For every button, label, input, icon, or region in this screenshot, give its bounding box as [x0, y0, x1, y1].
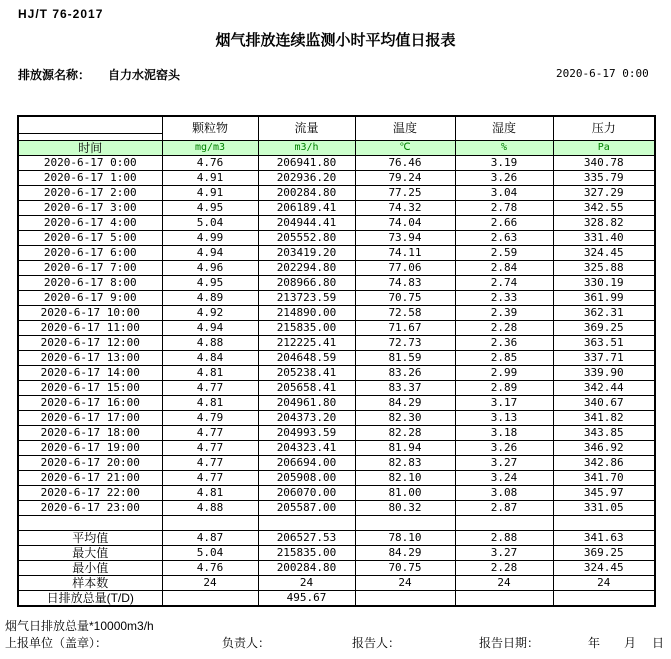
row-value: 4.77 [162, 425, 258, 440]
table-row [18, 350, 655, 365]
pollutant-header-row [18, 116, 655, 140]
monitoring-data-table [17, 115, 656, 607]
summary-value: 24 [162, 575, 258, 590]
row-value: 2.85 [455, 350, 553, 365]
row-value: 327.29 [553, 185, 655, 200]
row-value: 4.77 [162, 440, 258, 455]
row-value: 82.28 [355, 425, 455, 440]
row-value: 200284.80 [258, 185, 355, 200]
row-value: 214890.00 [258, 305, 355, 320]
row-value: 4.91 [162, 170, 258, 185]
row-value: 340.78 [553, 155, 655, 170]
row-time: 2020-6-17 23:00 [18, 500, 162, 515]
row-time: 2020-6-17 1:00 [18, 170, 162, 185]
row-time: 2020-6-17 5:00 [18, 230, 162, 245]
row-value: 77.06 [355, 260, 455, 275]
row-value: 204944.41 [258, 215, 355, 230]
row-time: 2020-6-17 6:00 [18, 245, 162, 260]
row-value: 74.04 [355, 215, 455, 230]
row-value: 203419.20 [258, 245, 355, 260]
row-value: 79.24 [355, 170, 455, 185]
table-row [18, 290, 655, 305]
row-value: 73.94 [355, 230, 455, 245]
row-value: 3.19 [455, 155, 553, 170]
unit-particulate: mg/m3 [162, 140, 258, 155]
row-value: 213723.59 [258, 290, 355, 305]
row-value: 2.99 [455, 365, 553, 380]
row-time: 2020-6-17 9:00 [18, 290, 162, 305]
spacer-cell [455, 515, 553, 530]
row-value: 74.83 [355, 275, 455, 290]
row-time: 2020-6-17 20:00 [18, 455, 162, 470]
row-value: 345.97 [553, 485, 655, 500]
row-value: 3.26 [455, 440, 553, 455]
summary-value: 4.87 [162, 530, 258, 545]
report-date-label: 报告日期： [479, 636, 540, 650]
unit-flow: m3/h [258, 140, 355, 155]
row-time: 2020-6-17 22:00 [18, 485, 162, 500]
row-value: 4.94 [162, 245, 258, 260]
row-value: 205238.41 [258, 365, 355, 380]
row-value: 3.17 [455, 395, 553, 410]
table-row [18, 230, 655, 245]
row-value: 215835.00 [258, 320, 355, 335]
summary-value: 5.04 [162, 545, 258, 560]
summary-value: 206527.53 [258, 530, 355, 545]
row-value: 3.24 [455, 470, 553, 485]
summary-value [553, 590, 655, 606]
row-time: 2020-6-17 10:00 [18, 305, 162, 320]
spacer-cell [553, 515, 655, 530]
row-time: 2020-6-17 18:00 [18, 425, 162, 440]
row-value: 82.83 [355, 455, 455, 470]
row-value: 72.58 [355, 305, 455, 320]
row-value: 3.13 [455, 410, 553, 425]
row-value: 4.91 [162, 185, 258, 200]
row-time: 2020-6-17 8:00 [18, 275, 162, 290]
table-row [18, 215, 655, 230]
column-header-temperature: 温度 [355, 116, 455, 140]
summary-value: 24 [455, 575, 553, 590]
row-value: 206694.00 [258, 455, 355, 470]
column-header-particulate: 颗粒物 [162, 116, 258, 140]
row-value: 4.92 [162, 305, 258, 320]
summary-value: 70.75 [355, 560, 455, 575]
row-value: 206070.00 [258, 485, 355, 500]
table-row [18, 395, 655, 410]
row-value: 4.94 [162, 320, 258, 335]
row-value: 335.79 [553, 170, 655, 185]
row-value: 4.88 [162, 500, 258, 515]
row-value: 328.82 [553, 215, 655, 230]
row-value: 212225.41 [258, 335, 355, 350]
row-value: 83.26 [355, 365, 455, 380]
row-value: 2.59 [455, 245, 553, 260]
summary-row [18, 545, 655, 560]
row-value: 3.26 [455, 170, 553, 185]
table-row [18, 170, 655, 185]
row-value: 74.32 [355, 200, 455, 215]
summary-value: 4.76 [162, 560, 258, 575]
row-value: 205908.00 [258, 470, 355, 485]
row-value: 331.05 [553, 500, 655, 515]
row-value: 80.32 [355, 500, 455, 515]
table-row [18, 200, 655, 215]
row-value: 4.95 [162, 275, 258, 290]
table-row [18, 470, 655, 485]
row-value: 4.77 [162, 380, 258, 395]
row-value: 206189.41 [258, 200, 355, 215]
row-value: 339.90 [553, 365, 655, 380]
row-time: 2020-6-17 16:00 [18, 395, 162, 410]
row-value: 204993.59 [258, 425, 355, 440]
row-value: 84.29 [355, 395, 455, 410]
row-value: 3.08 [455, 485, 553, 500]
row-value: 204961.80 [258, 395, 355, 410]
summary-value: 84.29 [355, 545, 455, 560]
row-value: 204373.20 [258, 410, 355, 425]
row-time: 2020-6-17 0:00 [18, 155, 162, 170]
summary-value [455, 590, 553, 606]
row-time: 2020-6-17 7:00 [18, 260, 162, 275]
page-title: 烟气排放连续监测小时平均值日报表 [215, 32, 456, 49]
row-value: 340.67 [553, 395, 655, 410]
spacer-row [18, 515, 655, 530]
summary-value: 200284.80 [258, 560, 355, 575]
reporter-label: 报告人： [352, 636, 401, 650]
summary-value: 24 [258, 575, 355, 590]
row-value: 2.89 [455, 380, 553, 395]
row-value: 83.37 [355, 380, 455, 395]
summary-value: 24 [553, 575, 655, 590]
row-value: 72.73 [355, 335, 455, 350]
year-label: 年 [588, 636, 601, 650]
row-value: 204323.41 [258, 440, 355, 455]
row-value: 205658.41 [258, 380, 355, 395]
row-value: 70.75 [355, 290, 455, 305]
row-time: 2020-6-17 3:00 [18, 200, 162, 215]
row-value: 82.30 [355, 410, 455, 425]
row-value: 343.85 [553, 425, 655, 440]
row-value: 205552.80 [258, 230, 355, 245]
emission-source-label: 排放源名称： [18, 68, 91, 82]
spacer-cell [162, 515, 258, 530]
flow-unit-footnote: 烟气日排放总量*10000m3/h [5, 619, 154, 633]
table-row [18, 455, 655, 470]
row-time: 2020-6-17 4:00 [18, 215, 162, 230]
row-value: 5.04 [162, 215, 258, 230]
summary-value: 369.25 [553, 545, 655, 560]
row-value: 4.76 [162, 155, 258, 170]
summary-value [162, 590, 258, 606]
row-value: 361.99 [553, 290, 655, 305]
spacer-cell [258, 515, 355, 530]
row-time: 2020-6-17 17:00 [18, 410, 162, 425]
row-value: 76.46 [355, 155, 455, 170]
row-value: 346.92 [553, 440, 655, 455]
day-label: 日 [652, 636, 665, 650]
row-value: 2.78 [455, 200, 553, 215]
table-row [18, 410, 655, 425]
summary-value: 2.28 [455, 560, 553, 575]
row-value: 341.70 [553, 470, 655, 485]
row-time: 2020-6-17 14:00 [18, 365, 162, 380]
summary-value: 495.67 [258, 590, 355, 606]
row-value: 363.51 [553, 335, 655, 350]
row-value: 204648.59 [258, 350, 355, 365]
row-value: 4.81 [162, 485, 258, 500]
row-time: 2020-6-17 21:00 [18, 470, 162, 485]
reporting-unit-seal-label: 上报单位（盖章）： [5, 636, 108, 650]
row-time: 2020-6-17 2:00 [18, 185, 162, 200]
row-value: 77.25 [355, 185, 455, 200]
row-value: 71.67 [355, 320, 455, 335]
column-header-flow: 流量 [258, 116, 355, 140]
row-value: 369.25 [553, 320, 655, 335]
summary-value: 215835.00 [258, 545, 355, 560]
table-row [18, 500, 655, 515]
column-header-pressure: 压力 [553, 116, 655, 140]
summary-value: 3.27 [455, 545, 553, 560]
row-value: 342.44 [553, 380, 655, 395]
row-value: 2.36 [455, 335, 553, 350]
column-header-humidity: 湿度 [455, 116, 553, 140]
row-value: 330.19 [553, 275, 655, 290]
row-value: 208966.80 [258, 275, 355, 290]
row-value: 2.63 [455, 230, 553, 245]
signature-line [0, 634, 671, 650]
row-time: 2020-6-17 15:00 [18, 380, 162, 395]
row-value: 331.40 [553, 230, 655, 245]
row-value: 362.31 [553, 305, 655, 320]
row-value: 3.18 [455, 425, 553, 440]
table-row [18, 185, 655, 200]
summary-value: 324.45 [553, 560, 655, 575]
spacer-cell [355, 515, 455, 530]
spacer-cell [18, 515, 162, 530]
summary-label: 最大值 [18, 545, 162, 560]
row-value: 202294.80 [258, 260, 355, 275]
row-value: 341.82 [553, 410, 655, 425]
row-value: 2.66 [455, 215, 553, 230]
summary-row [18, 590, 655, 606]
row-value: 2.87 [455, 500, 553, 515]
row-time: 2020-6-17 13:00 [18, 350, 162, 365]
table-row [18, 485, 655, 500]
row-value: 4.95 [162, 200, 258, 215]
row-value: 81.59 [355, 350, 455, 365]
row-value: 81.94 [355, 440, 455, 455]
summary-row [18, 530, 655, 545]
summary-value: 24 [355, 575, 455, 590]
table-row [18, 320, 655, 335]
row-time: 2020-6-17 11:00 [18, 320, 162, 335]
row-value: 3.04 [455, 185, 553, 200]
row-value: 2.84 [455, 260, 553, 275]
corner-divider [19, 122, 162, 134]
row-value: 2.39 [455, 305, 553, 320]
row-value: 4.81 [162, 365, 258, 380]
row-value: 4.99 [162, 230, 258, 245]
unit-humidity: % [455, 140, 553, 155]
row-value: 342.55 [553, 200, 655, 215]
row-value: 325.88 [553, 260, 655, 275]
row-value: 3.27 [455, 455, 553, 470]
row-value: 81.00 [355, 485, 455, 500]
row-value: 4.96 [162, 260, 258, 275]
summary-value: 2.88 [455, 530, 553, 545]
standard-code: HJ/T 76-2017 [18, 7, 104, 21]
table-row [18, 425, 655, 440]
unit-pressure: Pa [553, 140, 655, 155]
corner-cell [18, 116, 162, 140]
row-value: 4.77 [162, 455, 258, 470]
table-body [18, 155, 655, 606]
table-row [18, 260, 655, 275]
row-value: 324.45 [553, 245, 655, 260]
summary-row [18, 575, 655, 590]
row-value: 2.74 [455, 275, 553, 290]
table-row [18, 305, 655, 320]
row-value: 2.28 [455, 320, 553, 335]
emission-source-value: 自力水泥窑头 [108, 68, 181, 82]
row-value: 4.89 [162, 290, 258, 305]
summary-value: 341.63 [553, 530, 655, 545]
row-value: 82.10 [355, 470, 455, 485]
table-row [18, 365, 655, 380]
summary-label: 样本数 [18, 575, 162, 590]
unit-temperature: ℃ [355, 140, 455, 155]
summary-label: 日排放总量(T/D) [18, 590, 162, 606]
table-row [18, 380, 655, 395]
summary-value [355, 590, 455, 606]
row-value: 206941.80 [258, 155, 355, 170]
emission-source-line [18, 66, 180, 83]
summary-label: 最小值 [18, 560, 162, 575]
row-value: 4.88 [162, 335, 258, 350]
row-value: 342.86 [553, 455, 655, 470]
row-value: 74.11 [355, 245, 455, 260]
time-column-label: 时间 [18, 140, 162, 155]
table-row [18, 155, 655, 170]
table-row [18, 335, 655, 350]
table-row [18, 245, 655, 260]
report-datetime: 2020-6-17 0:00 [556, 67, 649, 80]
table-row [18, 440, 655, 455]
row-value: 205587.00 [258, 500, 355, 515]
row-value: 202936.20 [258, 170, 355, 185]
summary-value: 78.10 [355, 530, 455, 545]
row-value: 4.77 [162, 470, 258, 485]
manager-label: 负责人： [222, 636, 271, 650]
month-label: 月 [624, 636, 637, 650]
summary-label: 平均值 [18, 530, 162, 545]
summary-row [18, 560, 655, 575]
row-value: 2.33 [455, 290, 553, 305]
table-row [18, 275, 655, 290]
row-value: 4.81 [162, 395, 258, 410]
row-value: 4.79 [162, 410, 258, 425]
row-time: 2020-6-17 12:00 [18, 335, 162, 350]
row-time: 2020-6-17 19:00 [18, 440, 162, 455]
row-value: 4.84 [162, 350, 258, 365]
row-value: 337.71 [553, 350, 655, 365]
units-header-row [18, 140, 655, 155]
